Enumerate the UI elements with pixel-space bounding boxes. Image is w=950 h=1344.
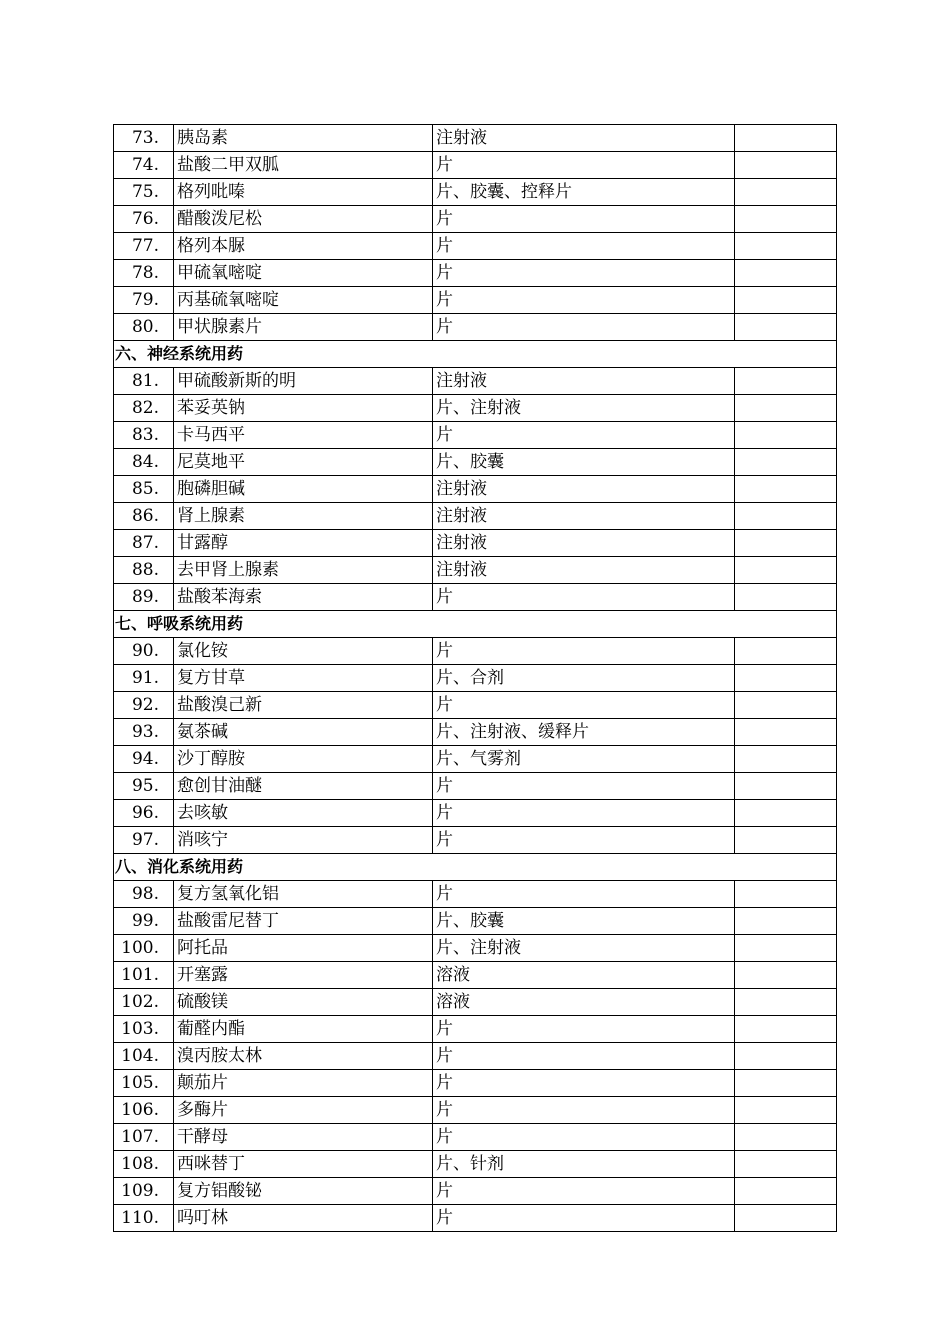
remark-cell — [735, 1205, 837, 1232]
remark-cell — [735, 1097, 837, 1124]
remark-cell — [735, 557, 837, 584]
dosage-form: 片 — [433, 638, 735, 665]
dosage-form: 片、注射液、缓释片 — [433, 719, 735, 746]
dosage-form: 注射液 — [433, 503, 735, 530]
dosage-form: 片 — [433, 1097, 735, 1124]
table-row — [114, 1097, 837, 1124]
drug-name: 复方氢氧化铝 — [174, 881, 433, 908]
remark-cell — [735, 503, 837, 530]
remark-cell — [735, 1178, 837, 1205]
section-header-row — [114, 611, 837, 638]
item-number: 93. — [114, 719, 174, 746]
item-number: 82. — [114, 395, 174, 422]
drug-name: 复方甘草 — [174, 665, 433, 692]
drug-name: 干酵母 — [174, 1124, 433, 1151]
remark-cell — [735, 665, 837, 692]
item-number: 107. — [114, 1124, 174, 1151]
item-number: 76. — [114, 206, 174, 233]
item-number: 73. — [114, 125, 174, 152]
item-number: 80. — [114, 314, 174, 341]
remark-cell — [735, 1151, 837, 1178]
table-row — [114, 422, 837, 449]
table-row — [114, 530, 837, 557]
drug-name: 复方铝酸铋 — [174, 1178, 433, 1205]
dosage-form: 片 — [433, 233, 735, 260]
item-number: 83. — [114, 422, 174, 449]
remark-cell — [735, 1043, 837, 1070]
remark-cell — [735, 1124, 837, 1151]
table-row — [114, 1016, 837, 1043]
item-number: 101. — [114, 962, 174, 989]
remark-cell — [735, 287, 837, 314]
remark-cell — [735, 179, 837, 206]
item-number: 108. — [114, 1151, 174, 1178]
dosage-form: 片、胶囊 — [433, 449, 735, 476]
item-number: 84. — [114, 449, 174, 476]
drug-name: 盐酸苯海索 — [174, 584, 433, 611]
item-number: 109. — [114, 1178, 174, 1205]
remark-cell — [735, 1016, 837, 1043]
table-row — [114, 584, 837, 611]
drug-name: 阿托品 — [174, 935, 433, 962]
table-row — [114, 1151, 837, 1178]
drug-name: 吗叮林 — [174, 1205, 433, 1232]
item-number: 90. — [114, 638, 174, 665]
remark-cell — [735, 800, 837, 827]
drug-name: 氯化铵 — [174, 638, 433, 665]
dosage-form: 片 — [433, 773, 735, 800]
item-number: 104. — [114, 1043, 174, 1070]
table-row — [114, 1178, 837, 1205]
dosage-form: 注射液 — [433, 125, 735, 152]
dosage-form: 注射液 — [433, 557, 735, 584]
remark-cell — [735, 989, 837, 1016]
drug-name: 硫酸镁 — [174, 989, 433, 1016]
table-row — [114, 935, 837, 962]
section-title: 七、呼吸系统用药 — [114, 611, 837, 638]
dosage-form: 片 — [433, 422, 735, 449]
dosage-form: 片 — [433, 1178, 735, 1205]
item-number: 87. — [114, 530, 174, 557]
section-title: 六、神经系统用药 — [114, 341, 837, 368]
remark-cell — [735, 908, 837, 935]
table-row — [114, 503, 837, 530]
item-number: 79. — [114, 287, 174, 314]
table-row — [114, 368, 837, 395]
table-row — [114, 395, 837, 422]
dosage-form: 片、胶囊 — [433, 908, 735, 935]
item-number: 81. — [114, 368, 174, 395]
item-number: 89. — [114, 584, 174, 611]
dosage-form: 片 — [433, 1043, 735, 1070]
dosage-form: 片 — [433, 827, 735, 854]
table-row — [114, 476, 837, 503]
remark-cell — [735, 719, 837, 746]
remark-cell — [735, 962, 837, 989]
remark-cell — [735, 368, 837, 395]
drug-name: 消咳宁 — [174, 827, 433, 854]
table-row — [114, 719, 837, 746]
table-row — [114, 1043, 837, 1070]
drug-name: 葡醛内酯 — [174, 1016, 433, 1043]
item-number: 105. — [114, 1070, 174, 1097]
item-number: 94. — [114, 746, 174, 773]
drug-name: 盐酸溴己新 — [174, 692, 433, 719]
table-row — [114, 773, 837, 800]
item-number: 75. — [114, 179, 174, 206]
dosage-form: 片 — [433, 584, 735, 611]
drug-name: 氨茶碱 — [174, 719, 433, 746]
dosage-form: 片 — [433, 881, 735, 908]
item-number: 86. — [114, 503, 174, 530]
remark-cell — [735, 125, 837, 152]
dosage-form: 片 — [433, 152, 735, 179]
table-row — [114, 692, 837, 719]
item-number: 77. — [114, 233, 174, 260]
remark-cell — [735, 827, 837, 854]
dosage-form: 片、胶囊、控释片 — [433, 179, 735, 206]
drug-name: 甲状腺素片 — [174, 314, 433, 341]
remark-cell — [735, 530, 837, 557]
table-row — [114, 746, 837, 773]
drug-name: 胞磷胆碱 — [174, 476, 433, 503]
remark-cell — [735, 395, 837, 422]
item-number: 92. — [114, 692, 174, 719]
item-number: 97. — [114, 827, 174, 854]
item-number: 91. — [114, 665, 174, 692]
drug-name: 开塞露 — [174, 962, 433, 989]
drug-name: 丙基硫氧嘧啶 — [174, 287, 433, 314]
drug-name: 盐酸二甲双胍 — [174, 152, 433, 179]
section-title: 八、消化系统用药 — [114, 854, 837, 881]
item-number: 106. — [114, 1097, 174, 1124]
table-row — [114, 260, 837, 287]
remark-cell — [735, 206, 837, 233]
item-number: 74. — [114, 152, 174, 179]
remark-cell — [735, 638, 837, 665]
remark-cell — [735, 935, 837, 962]
dosage-form: 片、注射液 — [433, 395, 735, 422]
dosage-form: 片 — [433, 260, 735, 287]
table-row — [114, 287, 837, 314]
remark-cell — [735, 692, 837, 719]
dosage-form: 片 — [433, 1070, 735, 1097]
dosage-form: 片 — [433, 1016, 735, 1043]
drug-name: 卡马西平 — [174, 422, 433, 449]
drug-list-body — [114, 125, 837, 1232]
drug-name: 甲硫氧嘧啶 — [174, 260, 433, 287]
table-row — [114, 800, 837, 827]
item-number: 78. — [114, 260, 174, 287]
remark-cell — [735, 449, 837, 476]
dosage-form: 溶液 — [433, 962, 735, 989]
remark-cell — [735, 881, 837, 908]
item-number: 95. — [114, 773, 174, 800]
table-row — [114, 908, 837, 935]
table-row — [114, 962, 837, 989]
dosage-form: 片 — [433, 800, 735, 827]
remark-cell — [735, 152, 837, 179]
table-row — [114, 206, 837, 233]
table-row — [114, 665, 837, 692]
dosage-form: 注射液 — [433, 368, 735, 395]
remark-cell — [735, 260, 837, 287]
table-row — [114, 989, 837, 1016]
dosage-form: 片、合剂 — [433, 665, 735, 692]
table-row — [114, 179, 837, 206]
drug-name: 多酶片 — [174, 1097, 433, 1124]
remark-cell — [735, 476, 837, 503]
item-number: 88. — [114, 557, 174, 584]
table-row — [114, 827, 837, 854]
drug-name: 甲硫酸新斯的明 — [174, 368, 433, 395]
item-number: 98. — [114, 881, 174, 908]
table-row — [114, 1205, 837, 1232]
table-row — [114, 152, 837, 179]
remark-cell — [735, 422, 837, 449]
dosage-form: 片 — [433, 692, 735, 719]
drug-name: 颠茄片 — [174, 1070, 433, 1097]
dosage-form: 溶液 — [433, 989, 735, 1016]
table-row — [114, 314, 837, 341]
table-row — [114, 449, 837, 476]
table-row — [114, 638, 837, 665]
section-header-row — [114, 854, 837, 881]
dosage-form: 片 — [433, 1205, 735, 1232]
drug-name: 格列本脲 — [174, 233, 433, 260]
drug-list-table — [113, 124, 837, 1232]
item-number: 100. — [114, 935, 174, 962]
drug-name: 醋酸泼尼松 — [174, 206, 433, 233]
item-number: 99. — [114, 908, 174, 935]
remark-cell — [735, 746, 837, 773]
item-number: 110. — [114, 1205, 174, 1232]
drug-name: 去咳敏 — [174, 800, 433, 827]
drug-name: 沙丁醇胺 — [174, 746, 433, 773]
drug-name: 肾上腺素 — [174, 503, 433, 530]
drug-name: 尼莫地平 — [174, 449, 433, 476]
drug-name: 苯妥英钠 — [174, 395, 433, 422]
drug-name: 格列吡嗪 — [174, 179, 433, 206]
remark-cell — [735, 1070, 837, 1097]
drug-name: 去甲肾上腺素 — [174, 557, 433, 584]
item-number: 85. — [114, 476, 174, 503]
item-number: 96. — [114, 800, 174, 827]
dosage-form: 注射液 — [433, 530, 735, 557]
section-header-row — [114, 341, 837, 368]
dosage-form: 片、注射液 — [433, 935, 735, 962]
drug-name: 西咪替丁 — [174, 1151, 433, 1178]
remark-cell — [735, 584, 837, 611]
drug-name: 胰岛素 — [174, 125, 433, 152]
remark-cell — [735, 233, 837, 260]
drug-name: 甘露醇 — [174, 530, 433, 557]
table-row — [114, 881, 837, 908]
drug-name: 溴丙胺太林 — [174, 1043, 433, 1070]
dosage-form: 片、气雾剂 — [433, 746, 735, 773]
table-row — [114, 557, 837, 584]
dosage-form: 片、针剂 — [433, 1151, 735, 1178]
table-row — [114, 1124, 837, 1151]
table-row — [114, 125, 837, 152]
dosage-form: 片 — [433, 287, 735, 314]
item-number: 103. — [114, 1016, 174, 1043]
drug-name: 愈创甘油醚 — [174, 773, 433, 800]
table-row — [114, 233, 837, 260]
drug-name: 盐酸雷尼替丁 — [174, 908, 433, 935]
remark-cell — [735, 314, 837, 341]
item-number: 102. — [114, 989, 174, 1016]
dosage-form: 片 — [433, 206, 735, 233]
remark-cell — [735, 773, 837, 800]
dosage-form: 片 — [433, 314, 735, 341]
dosage-form: 片 — [433, 1124, 735, 1151]
dosage-form: 注射液 — [433, 476, 735, 503]
table-row — [114, 1070, 837, 1097]
